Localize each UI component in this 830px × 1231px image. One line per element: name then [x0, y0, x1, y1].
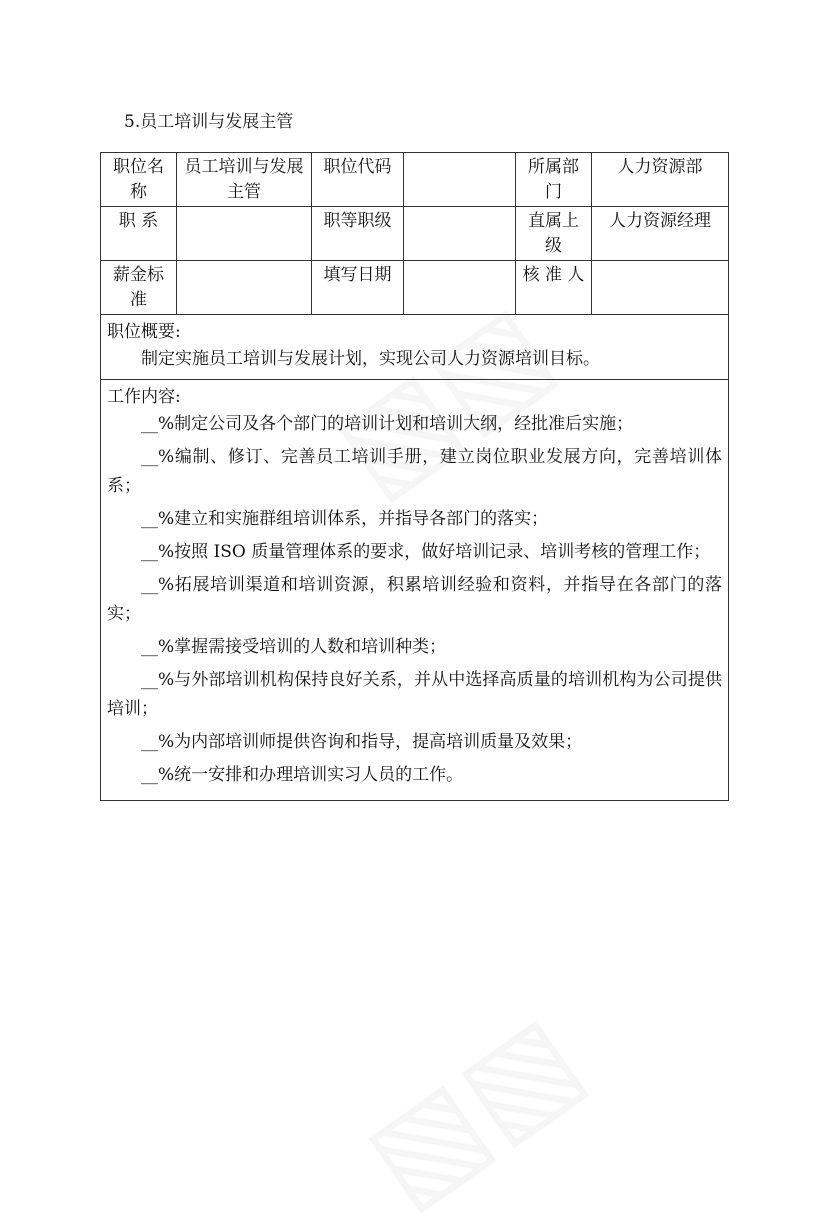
value-department: 人力资源部	[592, 153, 729, 207]
label-job-family: 职 系	[101, 207, 177, 261]
duty-item: __%与外部培训机构保持良好关系，并从中选择高质量的培训机构为公司提供培训；	[107, 670, 722, 719]
label-approver: 核 准 人	[516, 261, 592, 315]
value-salary-standard	[177, 261, 312, 315]
label-salary-standard: 薪金标准	[101, 261, 177, 315]
value-position-code	[404, 153, 516, 207]
duty-item: __%编制、修订、完善员工培训手册，建立岗位职业发展方向，完善培训体系；	[107, 447, 722, 496]
duty-item: __%拓展培训渠道和培训资源，积累培训经验和资料，并指导在各部门的落实；	[107, 575, 722, 624]
label-grade: 职等职级	[312, 207, 404, 261]
value-job-family	[177, 207, 312, 261]
job-description-table	[100, 152, 729, 801]
value-approver	[592, 261, 729, 315]
duty-item: __%为内部培训师提供咨询和指导，提高培训质量及效果；	[141, 732, 583, 752]
summary-text: 制定实施员工培训与发展计划，实现公司人力资源培训目标。	[141, 349, 600, 369]
duty-item: __%制定公司及各个部门的培训计划和培训大纲，经批准后实施；	[141, 414, 634, 434]
value-grade	[404, 207, 516, 261]
summary-section	[101, 315, 729, 380]
duty-item: __%统一安排和办理培训实习人员的工作。	[141, 765, 464, 785]
value-position-name: 员工培训与发展主管	[177, 153, 312, 207]
value-direct-supervisor: 人力资源经理	[592, 207, 729, 261]
duties-heading: 工作内容:	[107, 387, 181, 407]
page-title: 5.员工培训与发展主管	[124, 112, 294, 132]
duty-item: __%建立和实施群组培训体系，并指导各部门的落实；	[141, 509, 549, 529]
watermark	[341, 988, 606, 1231]
duty-item: __%掌握需接受培训的人数和培训种类；	[141, 637, 447, 657]
table-row	[101, 380, 729, 801]
label-position-name: 职位名称	[101, 153, 177, 207]
label-department: 所属部门	[516, 153, 592, 207]
table-row	[101, 261, 729, 315]
summary-heading: 职位概要:	[107, 322, 181, 342]
label-fill-date: 填写日期	[312, 261, 404, 315]
table-row	[101, 207, 729, 261]
label-direct-supervisor: 直属上级	[516, 207, 592, 261]
duty-item: __%按照 ISO 质量管理体系的要求，做好培训记录、培训考核的管理工作；	[141, 542, 711, 562]
table-row	[101, 315, 729, 380]
duties-section	[101, 380, 729, 801]
value-fill-date	[404, 261, 516, 315]
table-row	[101, 153, 729, 207]
label-position-code: 职位代码	[312, 153, 404, 207]
